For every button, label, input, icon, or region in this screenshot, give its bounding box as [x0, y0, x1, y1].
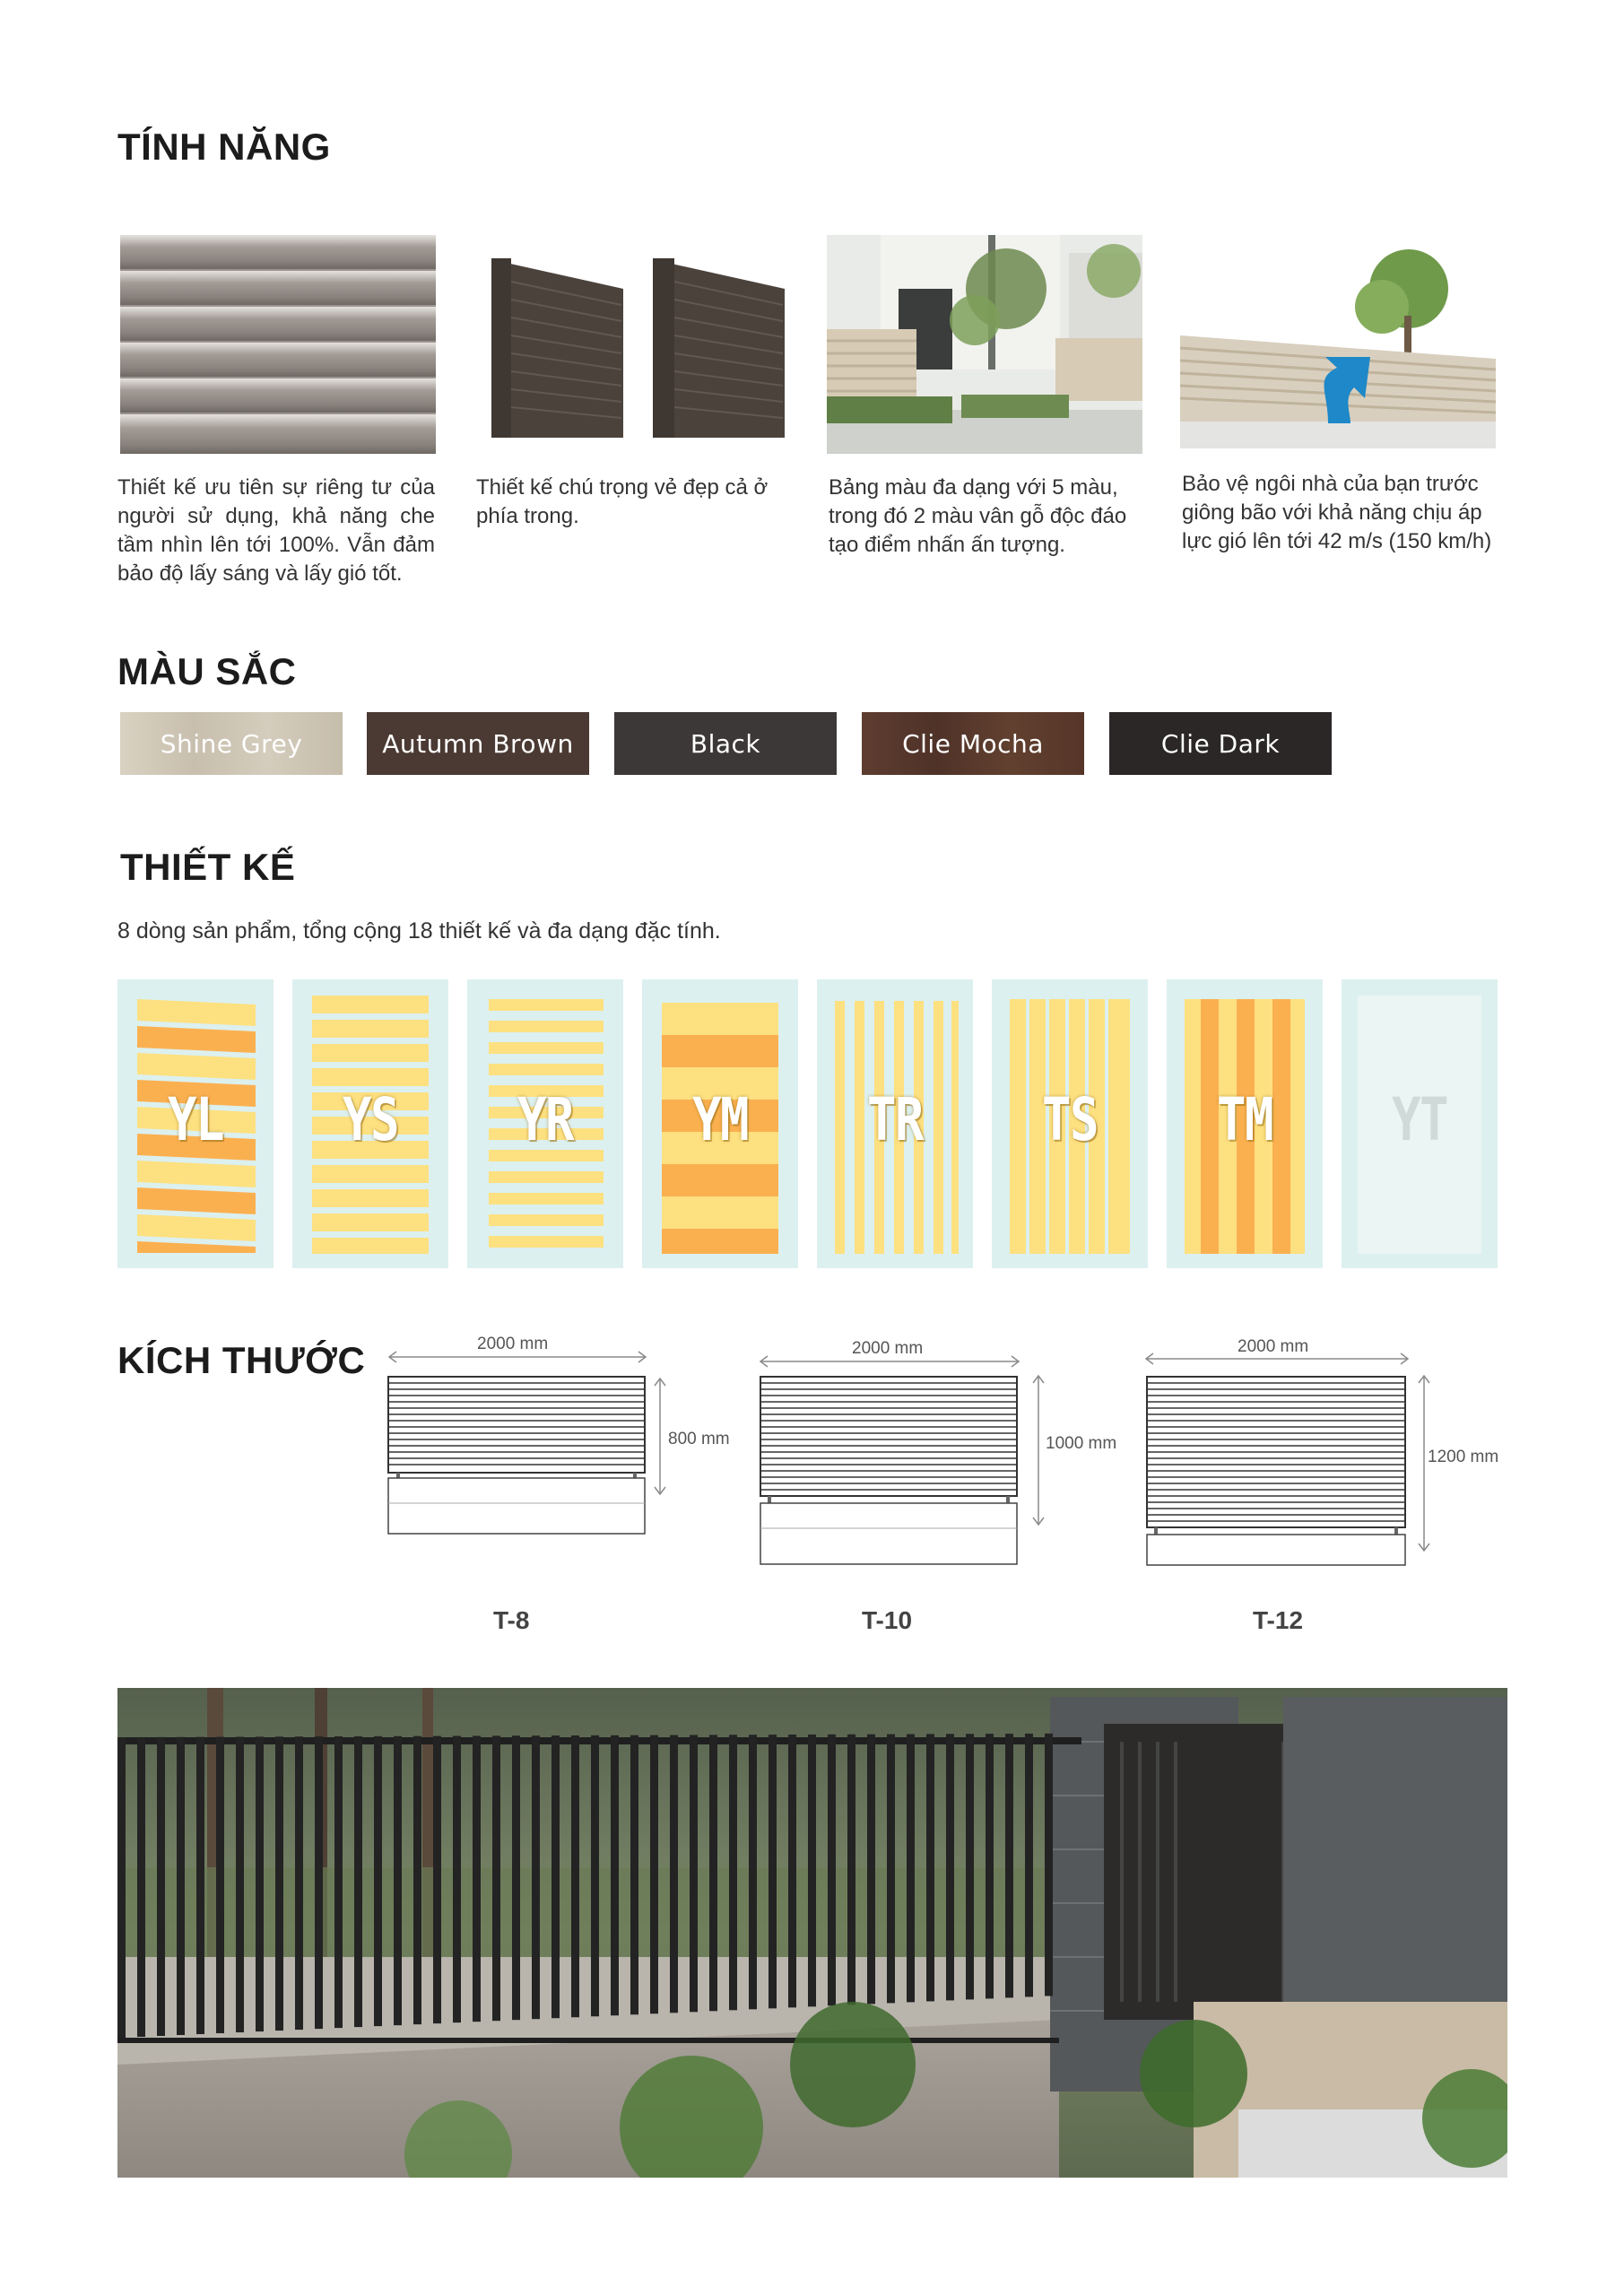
design-label: YL	[168, 1085, 223, 1154]
features-title: TÍNH NĂNG	[117, 126, 331, 168]
swatch-black	[614, 712, 837, 775]
design-label: YR	[517, 1085, 573, 1154]
swatch-clie-mocha	[862, 712, 1084, 775]
size-diagram-t10	[750, 1327, 1090, 1587]
fence-picket	[433, 1736, 441, 2024]
design-title: THIẾT KẾ	[120, 846, 296, 888]
swatch-label: Shine Grey	[160, 728, 303, 759]
t12-model-name: T-12	[1253, 1606, 1304, 1634]
fence-picket	[512, 1735, 520, 2020]
design-label: TS	[1042, 1085, 1098, 1154]
fence-picket	[196, 1737, 204, 2034]
design-subtitle: 8 dòng sản phẩm, tổng cộng 18 thiết kế và đa dạng đặc tính.	[117, 918, 721, 944]
design-label: TR	[867, 1085, 923, 1154]
fence-picket	[571, 1735, 579, 2017]
fence-picket	[650, 1735, 658, 2014]
fence-picket	[986, 1734, 994, 1998]
fence-picket	[157, 1737, 165, 2036]
swatch-clie-dark	[1109, 712, 1332, 775]
feature-image-house	[827, 235, 1142, 454]
fence-picket	[315, 1736, 323, 2029]
t10-width-label: 2000 mm	[852, 1339, 924, 1358]
fence-picket	[966, 1734, 974, 1999]
fence-picket	[334, 1736, 343, 2028]
colors-title: MÀU SẮC	[117, 650, 297, 692]
design-label: YT	[1392, 1085, 1447, 1154]
fence-picket	[453, 1736, 461, 2023]
size-diagram-t8	[377, 1327, 717, 1561]
sizes-title: KÍCH THƯỚC	[117, 1339, 366, 1381]
t10-height-label: 1000 mm	[1046, 1434, 1117, 1453]
fence-picket	[926, 1734, 934, 2001]
fence-picket	[394, 1736, 402, 2025]
fence-picket	[847, 1735, 855, 2005]
feature-text-1: Thiết kế ưu tiên sự riêng tư của người sử dụng, khả năng che tầm nhìn lên tới 100%. Vẫn đảm bảo độ lấy sáng và lấy gió tốt.	[117, 475, 435, 586]
fence-picket	[1045, 1734, 1053, 1996]
swatch-label: Clie Mocha	[902, 728, 1044, 759]
fence-picket	[611, 1735, 619, 2015]
fence-picket	[275, 1736, 283, 2031]
t8-width-label: 2000 mm	[477, 1335, 549, 1353]
fence-picket	[808, 1735, 816, 2006]
fence-picket	[630, 1735, 638, 2015]
fence-picket	[236, 1736, 244, 2032]
t8-model-name: T-8	[493, 1606, 530, 1634]
fence-picket	[690, 1735, 698, 2012]
t12-height-label: 1200 mm	[1428, 1448, 1499, 1466]
design-label: TM	[1217, 1085, 1272, 1154]
swatch-shine-grey	[120, 712, 343, 775]
fence-picket	[1005, 1734, 1013, 1997]
fence-picket	[828, 1735, 836, 2006]
feature-image-wind	[1180, 235, 1496, 454]
fence-picket	[137, 1737, 145, 2037]
feature-image-panels	[478, 235, 794, 454]
fence-picket	[374, 1736, 382, 2026]
fence-picket	[709, 1735, 717, 2011]
fence-picket	[670, 1735, 678, 2013]
fence-picket	[216, 1737, 224, 2033]
design-card-yr	[467, 979, 623, 1268]
fence-picket	[532, 1735, 540, 2019]
fence-picket	[551, 1735, 560, 2018]
t12-width-label: 2000 mm	[1238, 1337, 1309, 1356]
swatch-label: Autumn Brown	[382, 728, 574, 759]
fence-picket	[1025, 1734, 1033, 1997]
fence-picket	[907, 1734, 915, 2002]
design-card-yt	[1342, 979, 1498, 1268]
feature-text-2: Thiết kế chú trọng vẻ đẹp cả ở phía trong.	[476, 475, 769, 528]
fence-picket	[473, 1735, 481, 2022]
fence-picket	[413, 1736, 421, 2024]
swatch-label: Black	[690, 728, 761, 759]
fence-picket	[788, 1735, 796, 2007]
design-label: YS	[343, 1085, 398, 1154]
design-card-ts	[992, 979, 1148, 1268]
design-card-yl	[117, 979, 274, 1268]
swatch-label: Clie Dark	[1160, 728, 1281, 759]
t8-height-label: 800 mm	[668, 1430, 730, 1448]
fence-picket	[946, 1734, 954, 2000]
t10-model-name: T-10	[862, 1606, 913, 1634]
feature-text-4: Bảo vệ ngôi nhà của bạn trước giông bão với khả năng chịu áp lực gió lên tới 42 m/s (150 km/h)	[1182, 472, 1492, 553]
design-card-ys	[292, 979, 448, 1268]
fence-picket	[354, 1736, 362, 2027]
swatch-autumn-brown	[367, 712, 589, 775]
fence-picket	[591, 1735, 599, 2016]
design-label: YM	[692, 1085, 748, 1154]
fence-photo	[117, 1688, 1507, 2178]
fence-picket	[887, 1735, 895, 2004]
feature-text-3: Bảng màu đa dạng với 5 màu, trong đó 2 màu vân gỗ độc đáo tạo điểm nhấn ấn tượng.	[829, 475, 1127, 557]
feature-image-slats	[120, 235, 436, 454]
fence-picket	[492, 1735, 500, 2021]
fence-picket	[117, 1737, 126, 2038]
fence-picket	[749, 1735, 757, 2009]
fence-picket	[867, 1735, 875, 2005]
fence-picket	[769, 1735, 777, 2008]
fence-picket	[295, 1736, 303, 2030]
fence-picket	[729, 1735, 737, 2010]
fence-picket	[177, 1737, 185, 2035]
design-card-tm	[1167, 979, 1323, 1268]
design-card-tr	[817, 979, 973, 1268]
design-card-ym	[642, 979, 798, 1268]
fence-picket	[256, 1736, 264, 2031]
